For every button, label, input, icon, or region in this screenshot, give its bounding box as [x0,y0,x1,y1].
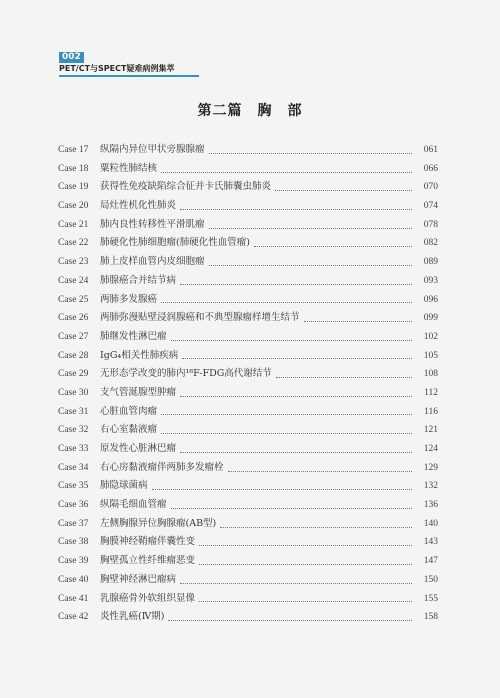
dot-leader [180,284,412,285]
dot-leader [199,545,412,546]
toc-entry[interactable] [58,477,438,496]
toc-case-number: Case 21 [58,219,89,230]
toc-page-number: 074 [423,201,438,212]
toc-page-number: 147 [423,556,438,567]
toc-entry-title: 肺内良性转移性平滑肌瘤 [100,218,205,230]
toc-entry[interactable] [58,459,438,478]
toc-page-number: 093 [423,275,438,286]
toc-entry-title: 乳腺癌骨外软组织显像 [100,592,196,604]
toc-entry[interactable] [58,347,438,366]
toc-entry[interactable] [58,253,438,272]
toc-case-number: Case 30 [58,387,89,398]
toc-case-number: Case 40 [58,574,89,585]
toc-page-number: 066 [423,163,438,174]
dot-leader [304,321,412,322]
toc-entry[interactable] [58,515,438,534]
toc-entry-title: 胸壁神经淋巴瘤病 [100,573,177,585]
toc-case-number: Case 28 [58,350,89,361]
toc-case-number: Case 24 [58,275,89,286]
toc-case-number: Case 36 [58,500,89,511]
dot-leader [199,564,412,565]
toc-case-number: Case 19 [58,182,89,193]
toc-entry[interactable] [58,272,438,291]
toc-page-number: 078 [423,219,438,230]
dot-leader [209,228,412,229]
toc-entry[interactable] [58,440,438,459]
toc-entry[interactable] [58,178,438,197]
toc-entry-title: 两肺弥漫贴壁浸润腺癌和不典型腺瘤样增生结节 [100,312,300,324]
table-of-contents [58,141,438,627]
toc-page-number: 132 [423,481,438,492]
toc-entry-title: 肺硬化性肺细胞瘤(肺硬化性血管瘤) [100,237,250,249]
toc-page-number: 124 [423,444,438,454]
toc-entry[interactable] [58,552,438,571]
toc-entry[interactable] [58,141,438,160]
toc-entry-title: 肺腺癌合并结节病 [100,274,177,286]
toc-entry-title: IgG₄相关性肺疾病 [100,349,179,361]
toc-case-number: Case 26 [58,313,89,324]
toc-page-number: 070 [423,182,438,193]
toc-page-number: 082 [423,238,438,249]
toc-case-number: Case 20 [58,201,89,212]
toc-entry[interactable] [58,365,438,384]
toc-entry-title: 肺上皮样血管内皮细胞瘤 [100,256,205,268]
toc-entry[interactable] [58,384,438,403]
toc-entry[interactable] [58,197,438,216]
toc-entry-title: 右心室黏液瘤 [100,424,158,436]
toc-case-number: Case 33 [58,444,89,454]
dot-leader [180,452,412,453]
toc-entry-title: 胸膜神经鞘瘤伴囊性变 [100,536,196,548]
dot-leader [209,265,412,266]
toc-page-number: 136 [423,500,438,511]
toc-page-number: 121 [423,425,438,436]
toc-entry-title: 肺隐球菌病 [100,480,148,492]
dot-leader [171,508,412,509]
dot-leader [275,190,412,191]
toc-case-number: Case 41 [58,593,89,604]
toc-page-number: 089 [423,257,438,268]
toc-case-number: Case 18 [58,163,89,174]
toc-entry-title: 无形态学改变的肺内¹⁸F-FDG高代谢结节 [100,368,272,380]
running-header [59,44,199,77]
dot-leader [220,527,412,528]
dot-leader [276,377,412,378]
toc-entry[interactable] [58,403,438,422]
toc-case-number: Case 17 [58,145,89,155]
dot-leader [161,433,412,434]
toc-case-number: Case 38 [58,537,89,548]
toc-entry[interactable] [58,571,438,590]
toc-case-number: Case 23 [58,257,89,268]
dot-leader [180,583,412,584]
toc-page-number: 158 [423,612,438,623]
toc-page-number: 096 [423,294,438,305]
dot-leader [168,620,412,621]
toc-entry-title: 炎性乳癌(Ⅳ期) [100,611,165,623]
toc-entry[interactable] [58,421,438,440]
dot-leader [199,601,412,602]
dot-leader [209,153,412,154]
toc-entry-title: 纵隔内异位甲状旁腺腺瘤 [100,144,205,155]
dot-leader [152,489,412,490]
toc-case-number: Case 27 [58,331,89,342]
toc-case-number: Case 39 [58,556,89,567]
dot-leader [228,471,412,472]
toc-entry[interactable] [58,234,438,253]
section-title: 第二篇 胸 部 [197,103,303,119]
dot-leader [161,172,412,173]
toc-case-number: Case 32 [58,425,89,436]
toc-case-number: Case 31 [58,406,89,417]
toc-page-number: 112 [424,387,438,398]
toc-page-number: 061 [423,145,438,155]
toc-page-number: 116 [424,406,438,417]
page-number-badge: 002 [59,52,84,63]
toc-entry-title: 左侧胸腺异位胸腺瘤(AB型) [100,517,217,529]
toc-page-number: 108 [423,369,438,380]
book-title: PET/CT与SPECT疑难病例集萃 [59,64,199,77]
toc-entry[interactable] [58,533,438,552]
toc-page-number: 155 [423,593,438,604]
toc-case-number: Case 22 [58,238,89,249]
toc-entry-title: 胸壁孤立性纤维瘤恶变 [100,555,196,567]
toc-page-number: 105 [423,350,438,361]
toc-entry[interactable] [58,590,438,609]
toc-case-number: Case 29 [58,369,89,380]
toc-page-number: 099 [423,313,438,324]
toc-page-number: 140 [423,518,438,529]
toc-entry[interactable] [58,309,438,328]
toc-page-number: 150 [423,574,438,585]
toc-entry-title: 两肺多发腺癌 [100,293,158,305]
toc-entry-title: 局灶性机化性肺炎 [100,200,177,212]
dot-leader [161,414,412,415]
toc-page-number: 102 [423,331,438,342]
toc-entry-title: 获得性免疫缺陷综合征并卡氏肺囊虫肺炎 [100,181,272,193]
dot-leader [171,340,412,341]
toc-entry[interactable] [58,160,438,179]
toc-case-number: Case 35 [58,481,89,492]
toc-entry-title: 原发性心脏淋巴瘤 [100,443,177,454]
toc-page-number: 129 [423,462,438,473]
toc-page-number: 143 [423,537,438,548]
dot-leader [182,358,412,359]
dot-leader [161,302,412,303]
toc-entry-title: 支气管涎腺型肿瘤 [100,386,177,398]
dot-leader [180,209,412,210]
toc-entry-title: 纵隔毛细血管瘤 [100,499,167,511]
toc-entry-title: 心脏血管肉瘤 [100,405,158,417]
toc-case-number: Case 42 [58,612,89,623]
toc-entry-title: 粟粒性肺结核 [100,162,158,174]
toc-case-number: Case 34 [58,462,89,473]
dot-leader [180,396,412,397]
toc-entry-title: 右心房黏液瘤伴两肺多发瘤栓 [100,461,224,473]
toc-case-number: Case 37 [58,518,89,529]
toc-entry[interactable] [58,496,438,515]
dot-leader [254,246,412,247]
toc-entry[interactable] [58,216,438,235]
toc-entry[interactable] [58,328,438,347]
toc-case-number: Case 25 [58,294,89,305]
toc-entry[interactable] [58,291,438,310]
toc-entry-title: 肺继发性淋巴瘤 [100,330,167,342]
toc-entry[interactable] [58,608,438,627]
